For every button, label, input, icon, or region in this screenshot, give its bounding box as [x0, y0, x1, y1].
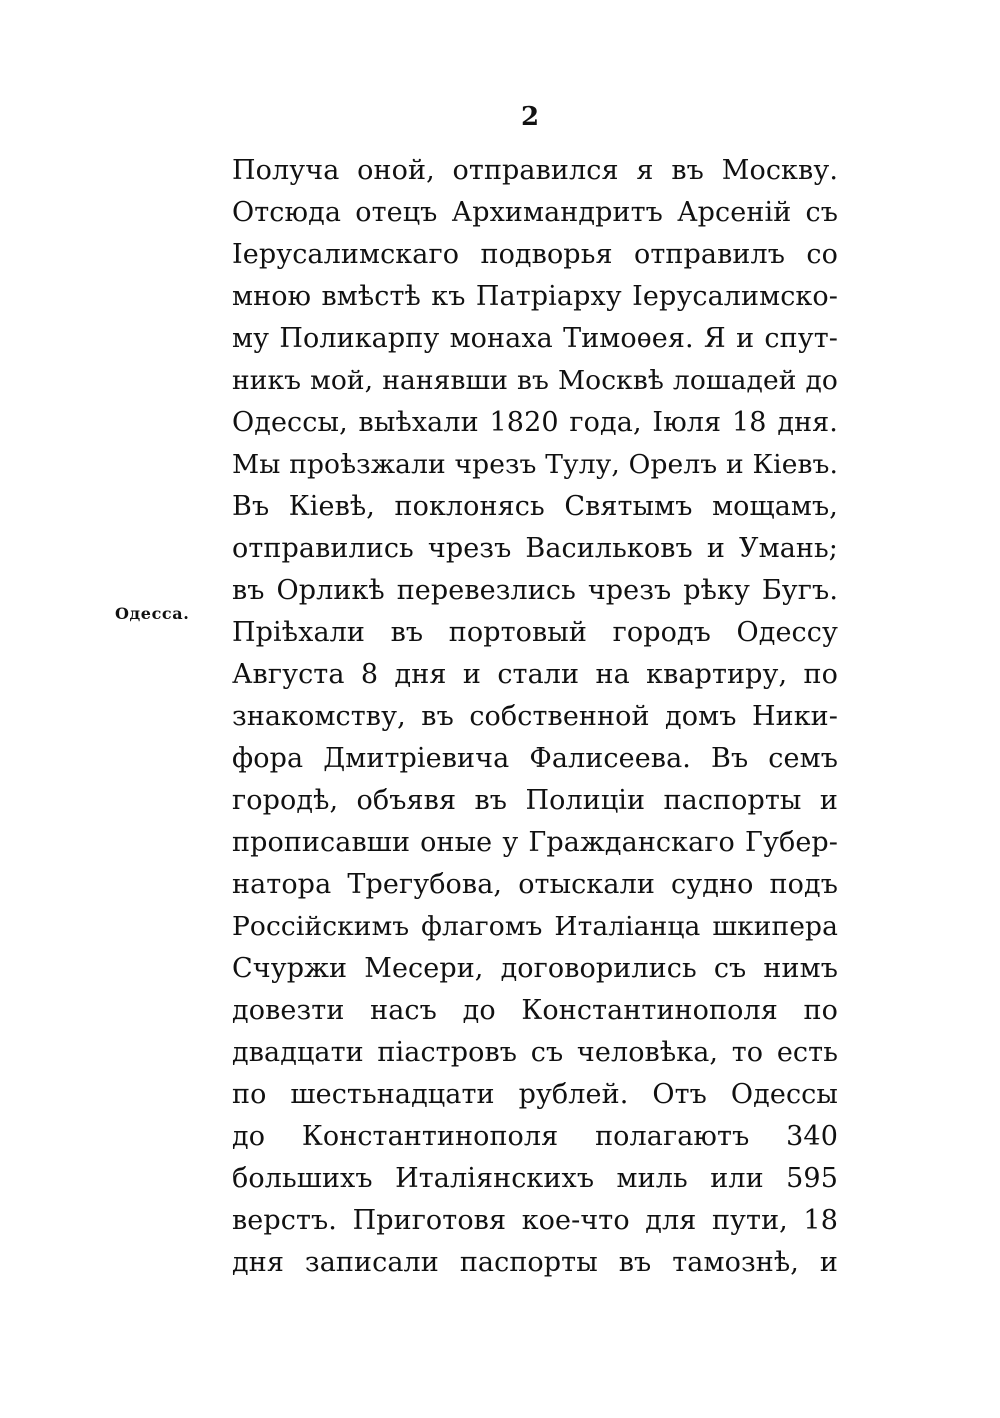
text-line: Счуржи Месери, договорились съ нимъ	[232, 953, 838, 984]
text-line: до Константинополя полагаютъ 340	[232, 1121, 838, 1152]
text-line: знакомству, въ собственной домъ Ники-	[232, 701, 838, 732]
text-line: натора Трегубова, отыскали судно подъ	[232, 869, 838, 900]
text-line: по шестьнадцати рублей. Отъ Одессы	[232, 1079, 838, 1110]
text-line: Получа оной, отправился я въ Москву.	[232, 155, 838, 186]
text-line: въ Орликѣ перевезлись чрезъ рѣку Бугъ.	[232, 575, 838, 606]
text-line: Іерусалимскаго подворья отправилъ со	[232, 239, 838, 270]
text-line: фора Дмитріевича Фалисеева. Въ семъ	[232, 743, 838, 774]
text-line: му Поликарпу монаха Тимоѳея. Я и спут-	[232, 323, 838, 354]
margin-note: Одесса.	[115, 604, 190, 623]
body-text	[232, 150, 838, 1284]
text-line: верстъ. Приготовя кое-что для пути, 18	[232, 1205, 838, 1236]
text-line: прописавши оные у Гражданскаго Губер-	[232, 827, 838, 858]
text-line: мною вмѣстѣ къ Патріарху Іерусалимско-	[232, 281, 838, 312]
text-line: большихъ Италіянскихъ миль или 595	[232, 1163, 838, 1194]
text-line: Августа 8 дня и стали на квартиру, по	[232, 659, 838, 690]
text-line: отправились чрезъ Васильковъ и Умань;	[232, 533, 838, 564]
text-line: Въ Кіевѣ, поклонясь Святымъ мощамъ,	[232, 491, 838, 522]
text-line: довезти насъ до Константинополя по	[232, 995, 838, 1026]
text-line: Одессы, выѣхали 1820 года, Іюля 18 дня.	[232, 407, 838, 438]
text-line: Пріѣхали въ портовый городъ Одессу	[232, 617, 838, 648]
text-line: Отсюда отецъ Архимандритъ Арсеній съ	[232, 197, 838, 228]
text-line: двадцати піастровъ съ человѣка, то есть	[232, 1037, 838, 1068]
text-line: городѣ, объявя въ Полиціи паспорты и	[232, 785, 838, 816]
text-line: Россійскимъ флагомъ Италіанца шкипера	[232, 911, 838, 942]
page-number: 2	[520, 102, 540, 132]
text-line: никъ мой, нанявши въ Москвѣ лошадей до	[232, 365, 838, 396]
text-line: Мы проѣзжали чрезъ Тулу, Орелъ и Кіевъ.	[232, 449, 838, 480]
text-line: дня записали паспорты въ тамознѣ, и	[232, 1247, 838, 1278]
